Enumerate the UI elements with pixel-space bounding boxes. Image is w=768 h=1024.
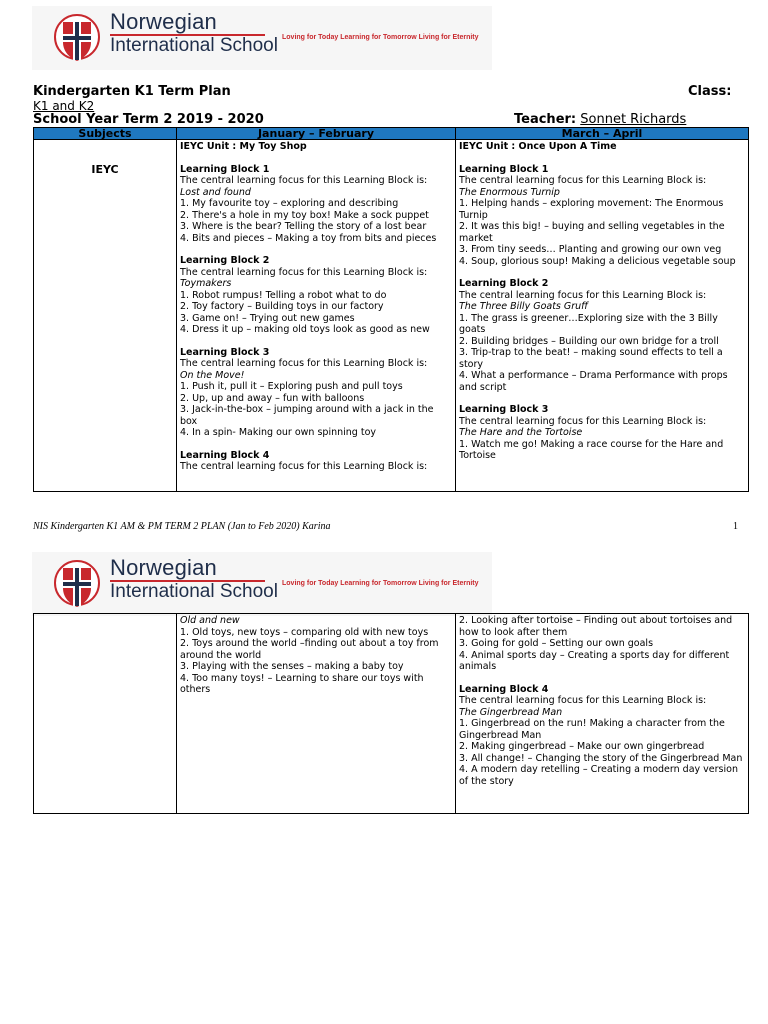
list-item: 2. Making gingerbread – Make our own gingerbread (459, 741, 705, 752)
focus-text: The central learning focus for this Learning Block is: (180, 461, 428, 472)
list-item: 4. Bits and pieces – Making a toy from bits and pieces (180, 232, 437, 244)
list-item: 1. Gingerbread on the run! Making a character from the Gingerbread Man (459, 718, 725, 741)
brand-name-top: Norwegian (110, 9, 217, 34)
subject-cell-empty (34, 614, 177, 814)
focus-text: The central learning focus for this Learning Block is: (459, 175, 707, 186)
table-header-row (34, 128, 749, 140)
list-item: 4. Too many toys! – Learning to share our toys with others (180, 672, 424, 695)
list-item: 4. What a performance – Drama Performance with props and script (459, 370, 728, 393)
list-item: 1. Watch me go! Making a race course for the Hare and Tortoise (459, 438, 724, 461)
block-heading: Learning Block 2 (459, 278, 549, 289)
list-item: 2. It was this big! – buying and selling vegetables in the market (459, 221, 725, 244)
block-topic: The Three Billy Goats Gruff (459, 301, 589, 312)
page-footer (33, 521, 738, 532)
focus-text: The central learning focus for this Learning Block is: (180, 358, 428, 369)
brand-name-top: Norwegian (110, 555, 217, 580)
list-item: 3. Going for gold – Setting our own goals (459, 638, 654, 649)
block-topic: Old and new (180, 615, 240, 626)
teacher-line (514, 112, 686, 127)
list-item: 4. A modern day retelling – Creating a modern day version of the story (459, 764, 738, 787)
list-item: 4. Soup, glorious soup! Making a delicious vegetable soup (459, 255, 736, 267)
list-item: 1. Old toys, new toys – comparing old with new toys (180, 626, 429, 638)
block-heading: Learning Block 4 (180, 449, 270, 461)
class-groups: K1 and K2 (33, 99, 95, 113)
subject-cell: IEYC (34, 140, 177, 492)
brand-tagline: Loving for Today Learning for Tomorrow Living for Eternity (282, 580, 479, 587)
block-topic: The Enormous Turnip (459, 186, 560, 198)
school-crest-icon (54, 10, 100, 66)
block-heading: Learning Block 1 (180, 163, 270, 175)
list-item: 1. My favourite toy – exploring and describing (180, 198, 399, 209)
term-plan-table-continued (33, 613, 749, 814)
mar-apr-cell (456, 140, 749, 492)
brand-name-bottom: International School (110, 35, 278, 56)
mar-apr-cell (456, 614, 749, 814)
list-item: 2. Up, up and away – fun with balloons (180, 392, 365, 404)
focus-text: The central learning focus for this Learning Block is: (459, 415, 707, 427)
school-year-term: School Year Term 2 2019 - 2020 (33, 112, 264, 127)
focus-text: The central learning focus for this Learning Block is: (459, 289, 707, 301)
block-topic: On the Move! (180, 369, 245, 381)
list-item: 3. Game on! – Trying out new games (180, 312, 355, 324)
page1-header (0, 0, 768, 80)
jan-feb-cell (177, 614, 456, 814)
jan-feb-cell (177, 140, 456, 492)
block-heading: Learning Block 3 (459, 404, 549, 415)
block-topic: Toymakers (180, 278, 232, 289)
list-item: 1. The grass is greener…Exploring size with the 3 Billy goats (459, 312, 718, 335)
term-plan-table (33, 127, 749, 492)
brand-name-bottom: International School (110, 581, 278, 602)
table-row (34, 614, 749, 814)
list-item: 1. Robot rumpus! Telling a robot what to do (180, 289, 387, 301)
list-item: 3. Where is the bear? Telling the story of a lost bear (180, 221, 427, 232)
list-item: 3. From tiny seeds… Planting and growing our own veg (459, 244, 722, 255)
block-topic: The Gingerbread Man (459, 706, 563, 718)
list-item: 3. Playing with the senses – making a baby toy (180, 661, 404, 672)
list-item: 4. Animal sports day – Creating a sports day for different animals (459, 649, 730, 672)
block-topic: The Hare and the Tortoise (459, 427, 583, 438)
teacher-name: Sonnet Richards (580, 112, 687, 127)
unit-title: IEYC Unit : Once Upon A Time (459, 141, 617, 152)
list-item: 2. Building bridges – Building our own bridge for a troll (459, 335, 719, 347)
list-item: 4. In a spin- Making our own spinning toy (180, 427, 376, 438)
focus-text: The central learning focus for this Learning Block is: (180, 266, 428, 278)
list-item: 3. Trip-trap to the beat! – making sound effects to tell a story (459, 347, 723, 370)
school-crest-icon (54, 556, 100, 612)
list-item: 2. Toy factory – Building toys in our factory (180, 301, 384, 312)
document-title: Kindergarten K1 Term Plan (33, 84, 231, 99)
teacher-label: Teacher: (514, 112, 577, 127)
list-item: 1. Helping hands – exploring movement: The Enormous Turnip (459, 198, 724, 221)
block-heading: Learning Block 4 (459, 683, 549, 695)
class-label: Class: (688, 84, 732, 99)
header-jan-feb: January – February (177, 128, 456, 140)
block-heading: Learning Block 1 (459, 163, 549, 175)
list-item: 4. Dress it up – making old toys look as good as new (180, 324, 430, 335)
focus-text: The central learning focus for this Learning Block is: (459, 695, 707, 706)
list-item: 3. All change! – Changing the story of the Gingerbread Man (459, 752, 743, 764)
page-number: 1 (733, 521, 738, 532)
block-heading: Learning Block 3 (180, 346, 270, 358)
list-item: 1. Push it, pull it – Exploring push and pull toys (180, 381, 403, 392)
brand-tagline: Loving for Today Learning for Tomorrow Living for Eternity (282, 34, 479, 41)
unit-title: IEYC Unit : My Toy Shop (180, 141, 307, 152)
footer-text: NIS Kindergarten K1 AM & PM TERM 2 PLAN (Jan to Feb 2020) Karina (33, 521, 331, 532)
block-topic: Lost and found (180, 186, 251, 198)
table-row (34, 140, 749, 492)
school-logo-banner (32, 6, 492, 70)
focus-text: The central learning focus for this Learning Block is: (180, 175, 428, 186)
list-item: 2. There's a hole in my toy box! Make a sock puppet (180, 209, 429, 221)
list-item: 2. Toys around the world –finding out about a toy from around the world (180, 638, 439, 661)
list-item: 2. Looking after tortoise – Finding out about tortoises and how to look after them (459, 615, 733, 638)
header-mar-apr: March – April (456, 128, 749, 140)
header-subjects: Subjects (34, 128, 177, 140)
list-item: 3. Jack-in-the-box – jumping around with a jack in the box (180, 404, 434, 427)
school-logo-banner (32, 552, 492, 616)
block-heading: Learning Block 2 (180, 255, 270, 266)
